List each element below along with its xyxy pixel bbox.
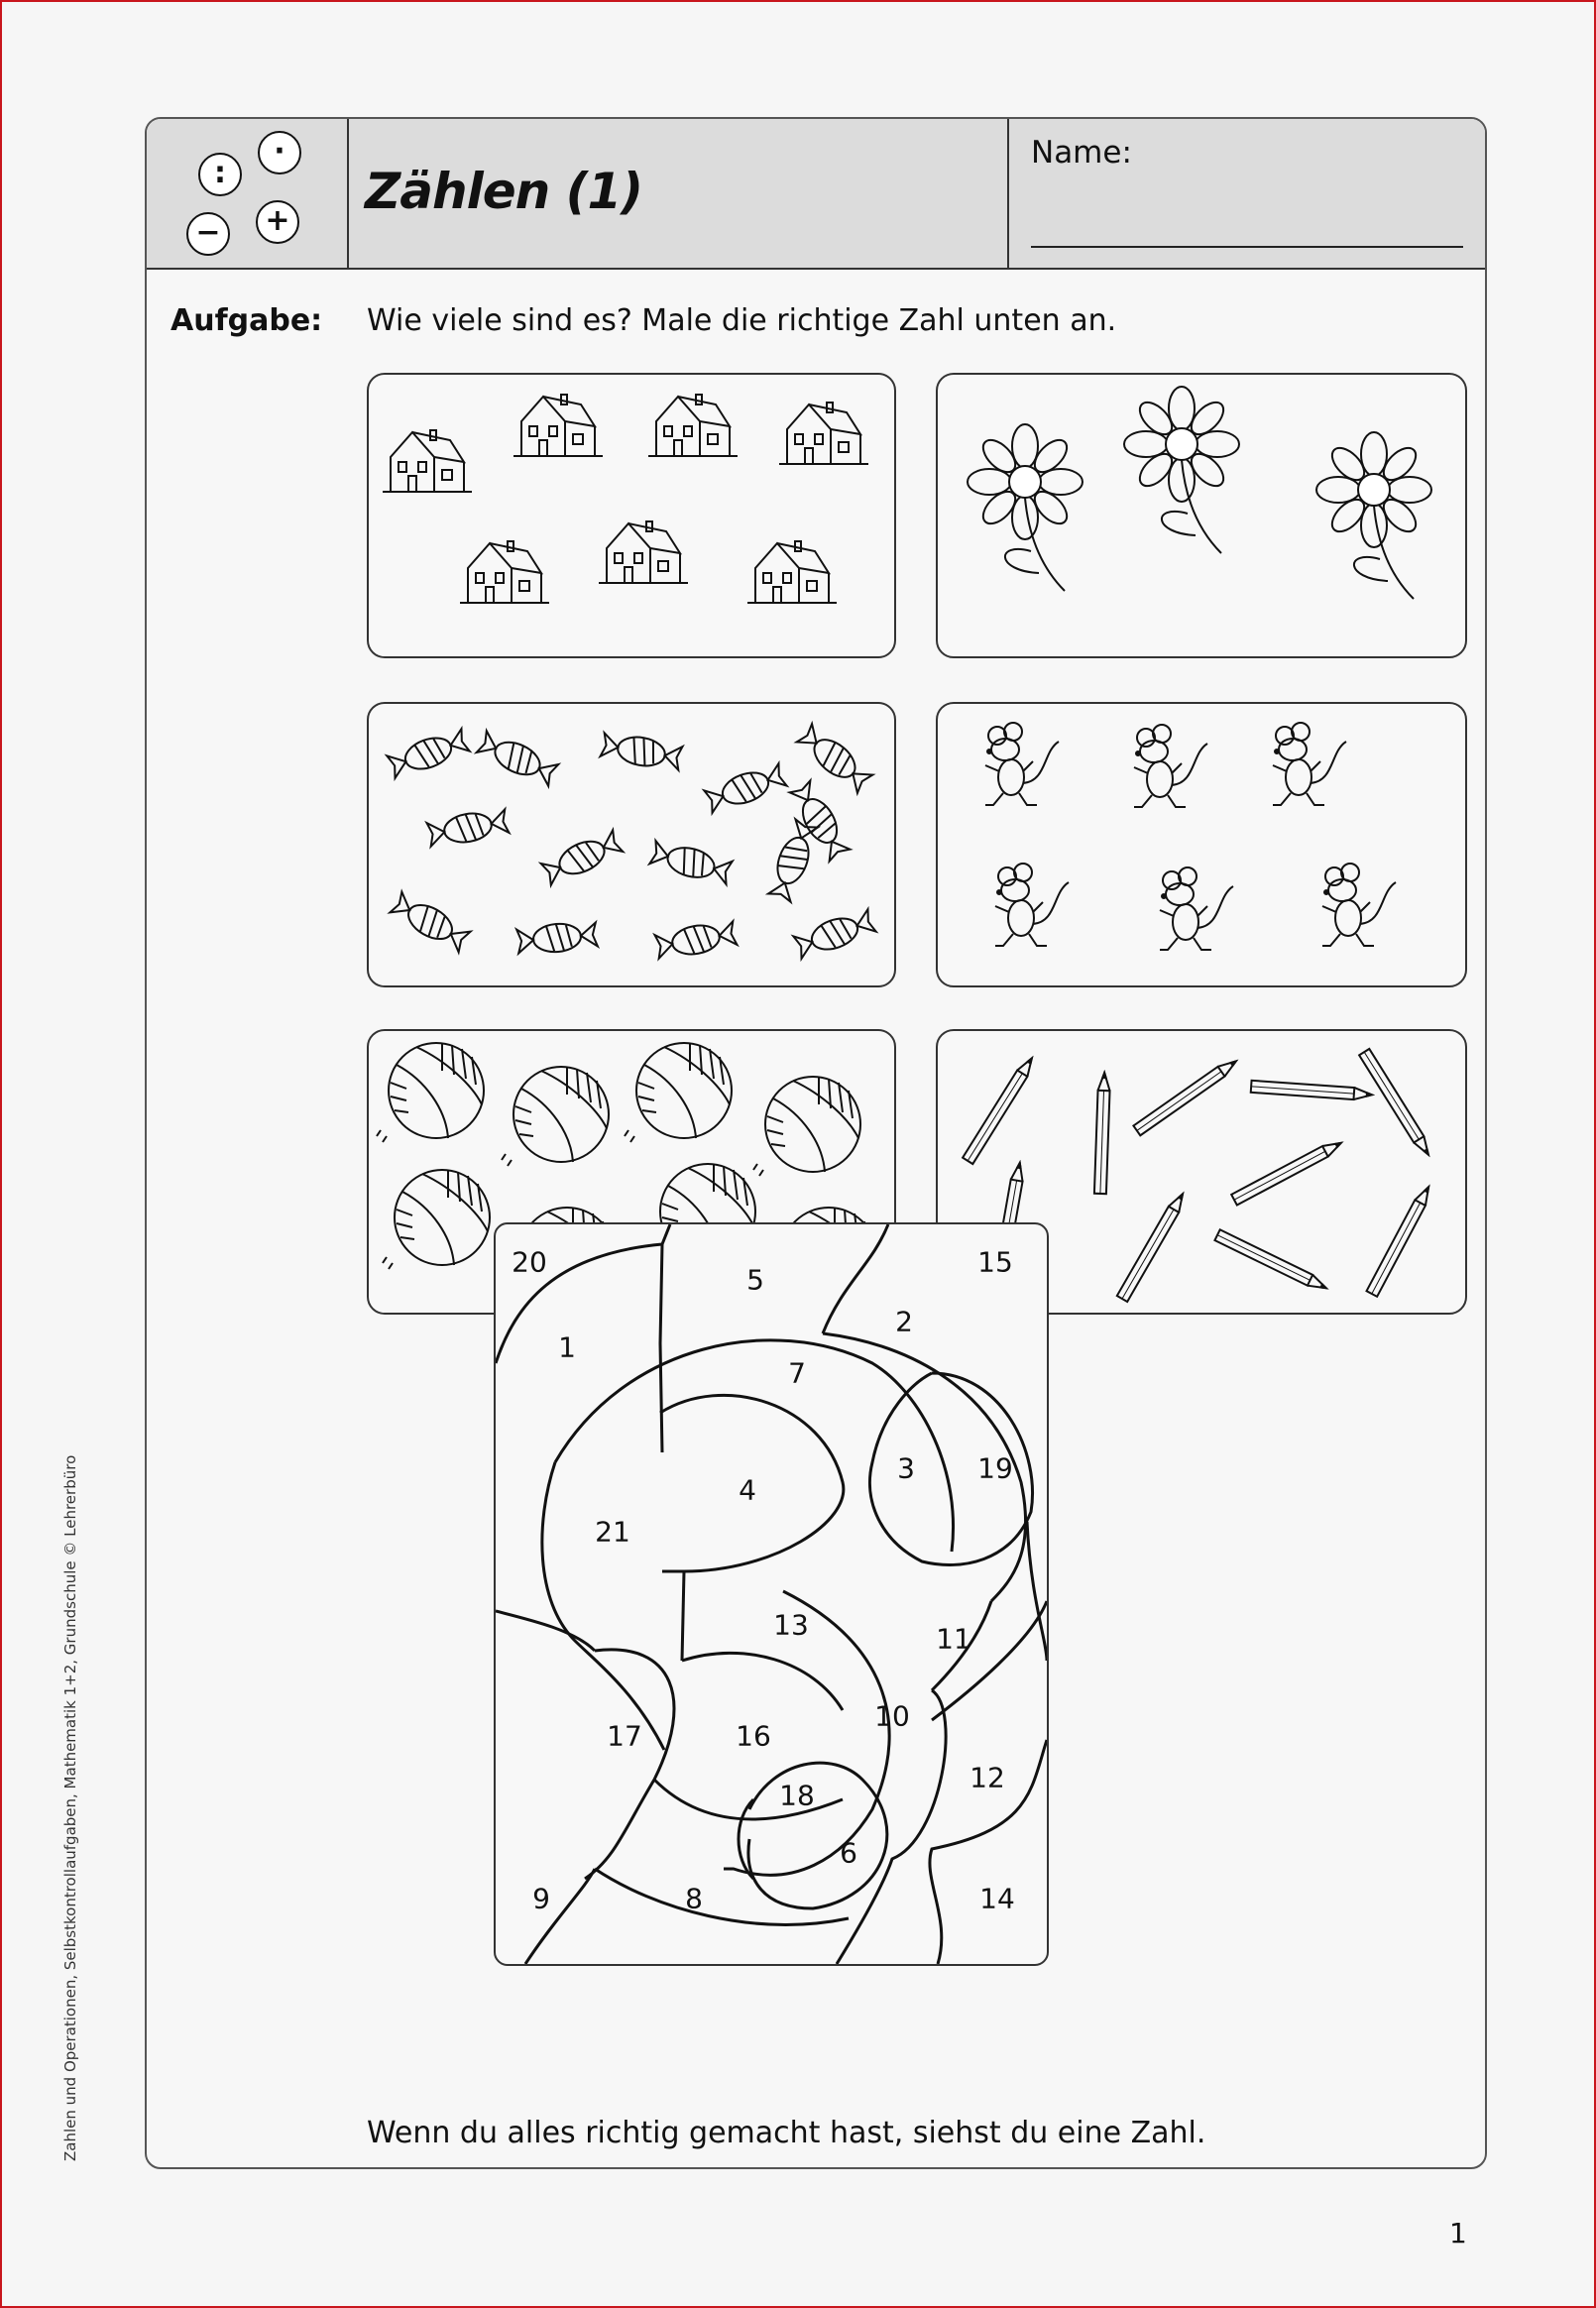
ball-icon	[383, 1170, 490, 1269]
candy-icon	[704, 761, 788, 815]
task-label: Aufgabe:	[171, 303, 323, 338]
puzzle-number[interactable]: 18	[779, 1779, 815, 1812]
candy-icon	[426, 807, 510, 848]
mouse-icon	[1134, 725, 1207, 807]
puzzle-number[interactable]: 11	[936, 1622, 971, 1656]
puzzle-number[interactable]: 17	[607, 1719, 642, 1753]
puzzle-number[interactable]: 8	[685, 1882, 703, 1915]
house-icon	[747, 541, 837, 603]
operator-icons	[186, 131, 315, 260]
page-number: 1	[1449, 2217, 1467, 2250]
puzzle-number[interactable]: 2	[895, 1305, 913, 1338]
name-field-line[interactable]	[1031, 246, 1463, 248]
candy-icon	[649, 839, 734, 886]
result-hint: Wenn du alles richtig gemacht hast, siehst du eine Zahl.	[367, 2116, 1206, 2150]
candy-icon	[389, 890, 471, 954]
ball-icon	[753, 1077, 860, 1176]
mouse-icon	[1322, 864, 1396, 946]
ball-icon	[625, 1043, 732, 1142]
mouse-icon	[1160, 867, 1233, 950]
flower-icon	[1124, 387, 1239, 553]
mouse-icon	[995, 864, 1069, 946]
puzzle-number[interactable]: 19	[977, 1451, 1013, 1485]
pencil-icon	[1133, 1057, 1239, 1136]
puzzle-number[interactable]: 7	[788, 1356, 806, 1390]
region-border	[595, 1869, 849, 1924]
mice-box	[936, 702, 1467, 987]
puzzle-number[interactable]: 14	[979, 1882, 1015, 1915]
region-border	[542, 1462, 664, 1750]
ball-icon	[502, 1067, 609, 1166]
side-credit: Zahlen und Operationen, Selbstkontrollaufgaben, Mathematik 1+2, Grundschule © Lehrerbüro	[61, 1454, 79, 2161]
puzzle-number[interactable]: 6	[840, 1836, 857, 1870]
puzzle-regions	[496, 1224, 1047, 1964]
puzzle-number[interactable]: 13	[773, 1608, 809, 1642]
plus-operator-icon: +	[256, 200, 299, 244]
pencil-icon	[1214, 1229, 1328, 1293]
candy-icon	[654, 919, 738, 960]
ball-icon	[377, 1043, 484, 1142]
house-icon	[460, 541, 549, 603]
candy-icon	[540, 828, 624, 886]
puzzle-number[interactable]: 16	[736, 1719, 771, 1753]
puzzle-number[interactable]: 10	[874, 1699, 910, 1733]
flowers-box	[936, 373, 1467, 658]
house-icon	[599, 521, 688, 583]
flowers-drawing	[938, 375, 1465, 656]
candy-icon	[387, 727, 471, 780]
candies-drawing	[369, 704, 894, 985]
puzzle-number[interactable]: 20	[512, 1245, 547, 1279]
houses-drawing	[369, 375, 894, 656]
house-icon	[779, 403, 868, 464]
region-border	[585, 1650, 674, 1879]
header-divider	[1007, 119, 1009, 268]
candy-icon	[600, 731, 683, 771]
puzzle-number[interactable]: 3	[897, 1451, 915, 1485]
pencil-icon	[963, 1055, 1037, 1164]
name-label: Name:	[1031, 135, 1132, 171]
region-border	[748, 1763, 887, 1908]
region-border	[682, 1653, 843, 1710]
minus-operator-icon: −	[186, 212, 230, 256]
region-border	[682, 1571, 684, 1661]
candy-icon	[516, 921, 598, 956]
region-border	[932, 1601, 1047, 1720]
pencil-icon	[1117, 1191, 1188, 1302]
puzzle-number[interactable]: 1	[558, 1330, 576, 1364]
header-divider	[347, 119, 349, 268]
puzzle-number[interactable]: 15	[977, 1245, 1013, 1279]
page-title: Zählen (1)	[365, 163, 643, 220]
puzzle-number[interactable]: 12	[969, 1761, 1005, 1794]
mouse-icon	[1273, 723, 1346, 805]
pencil-icon	[1359, 1049, 1433, 1158]
region-border	[660, 1244, 662, 1452]
region-border	[1027, 1522, 1047, 1661]
puzzle-number[interactable]: 4	[739, 1473, 756, 1507]
house-icon	[648, 395, 738, 456]
pencil-icon	[1231, 1138, 1343, 1206]
pencil-icon	[1094, 1073, 1110, 1194]
candy-icon	[476, 729, 559, 787]
puzzle-number[interactable]: 21	[595, 1515, 630, 1549]
candy-icon	[793, 907, 877, 961]
houses-box	[367, 373, 896, 658]
house-icon	[513, 395, 603, 456]
dot-operator-icon: ·	[258, 131, 301, 174]
color-by-number-puzzle	[494, 1222, 1049, 1966]
flower-icon	[968, 424, 1083, 591]
pencil-icon	[1251, 1081, 1373, 1100]
house-icon	[383, 430, 472, 492]
mice-drawing	[938, 704, 1465, 985]
mouse-icon	[985, 723, 1059, 805]
puzzle-number[interactable]: 9	[532, 1882, 550, 1915]
region-border	[823, 1224, 888, 1333]
task-instruction: Wie viele sind es? Male die richtige Zahl unten an.	[367, 303, 1117, 338]
puzzle-number[interactable]: 5	[746, 1263, 764, 1297]
divide-operator-icon: :	[198, 153, 242, 196]
flower-icon	[1316, 432, 1431, 599]
pencil-icon	[1367, 1184, 1434, 1296]
candies-box	[367, 702, 896, 987]
worksheet-header	[147, 119, 1485, 270]
